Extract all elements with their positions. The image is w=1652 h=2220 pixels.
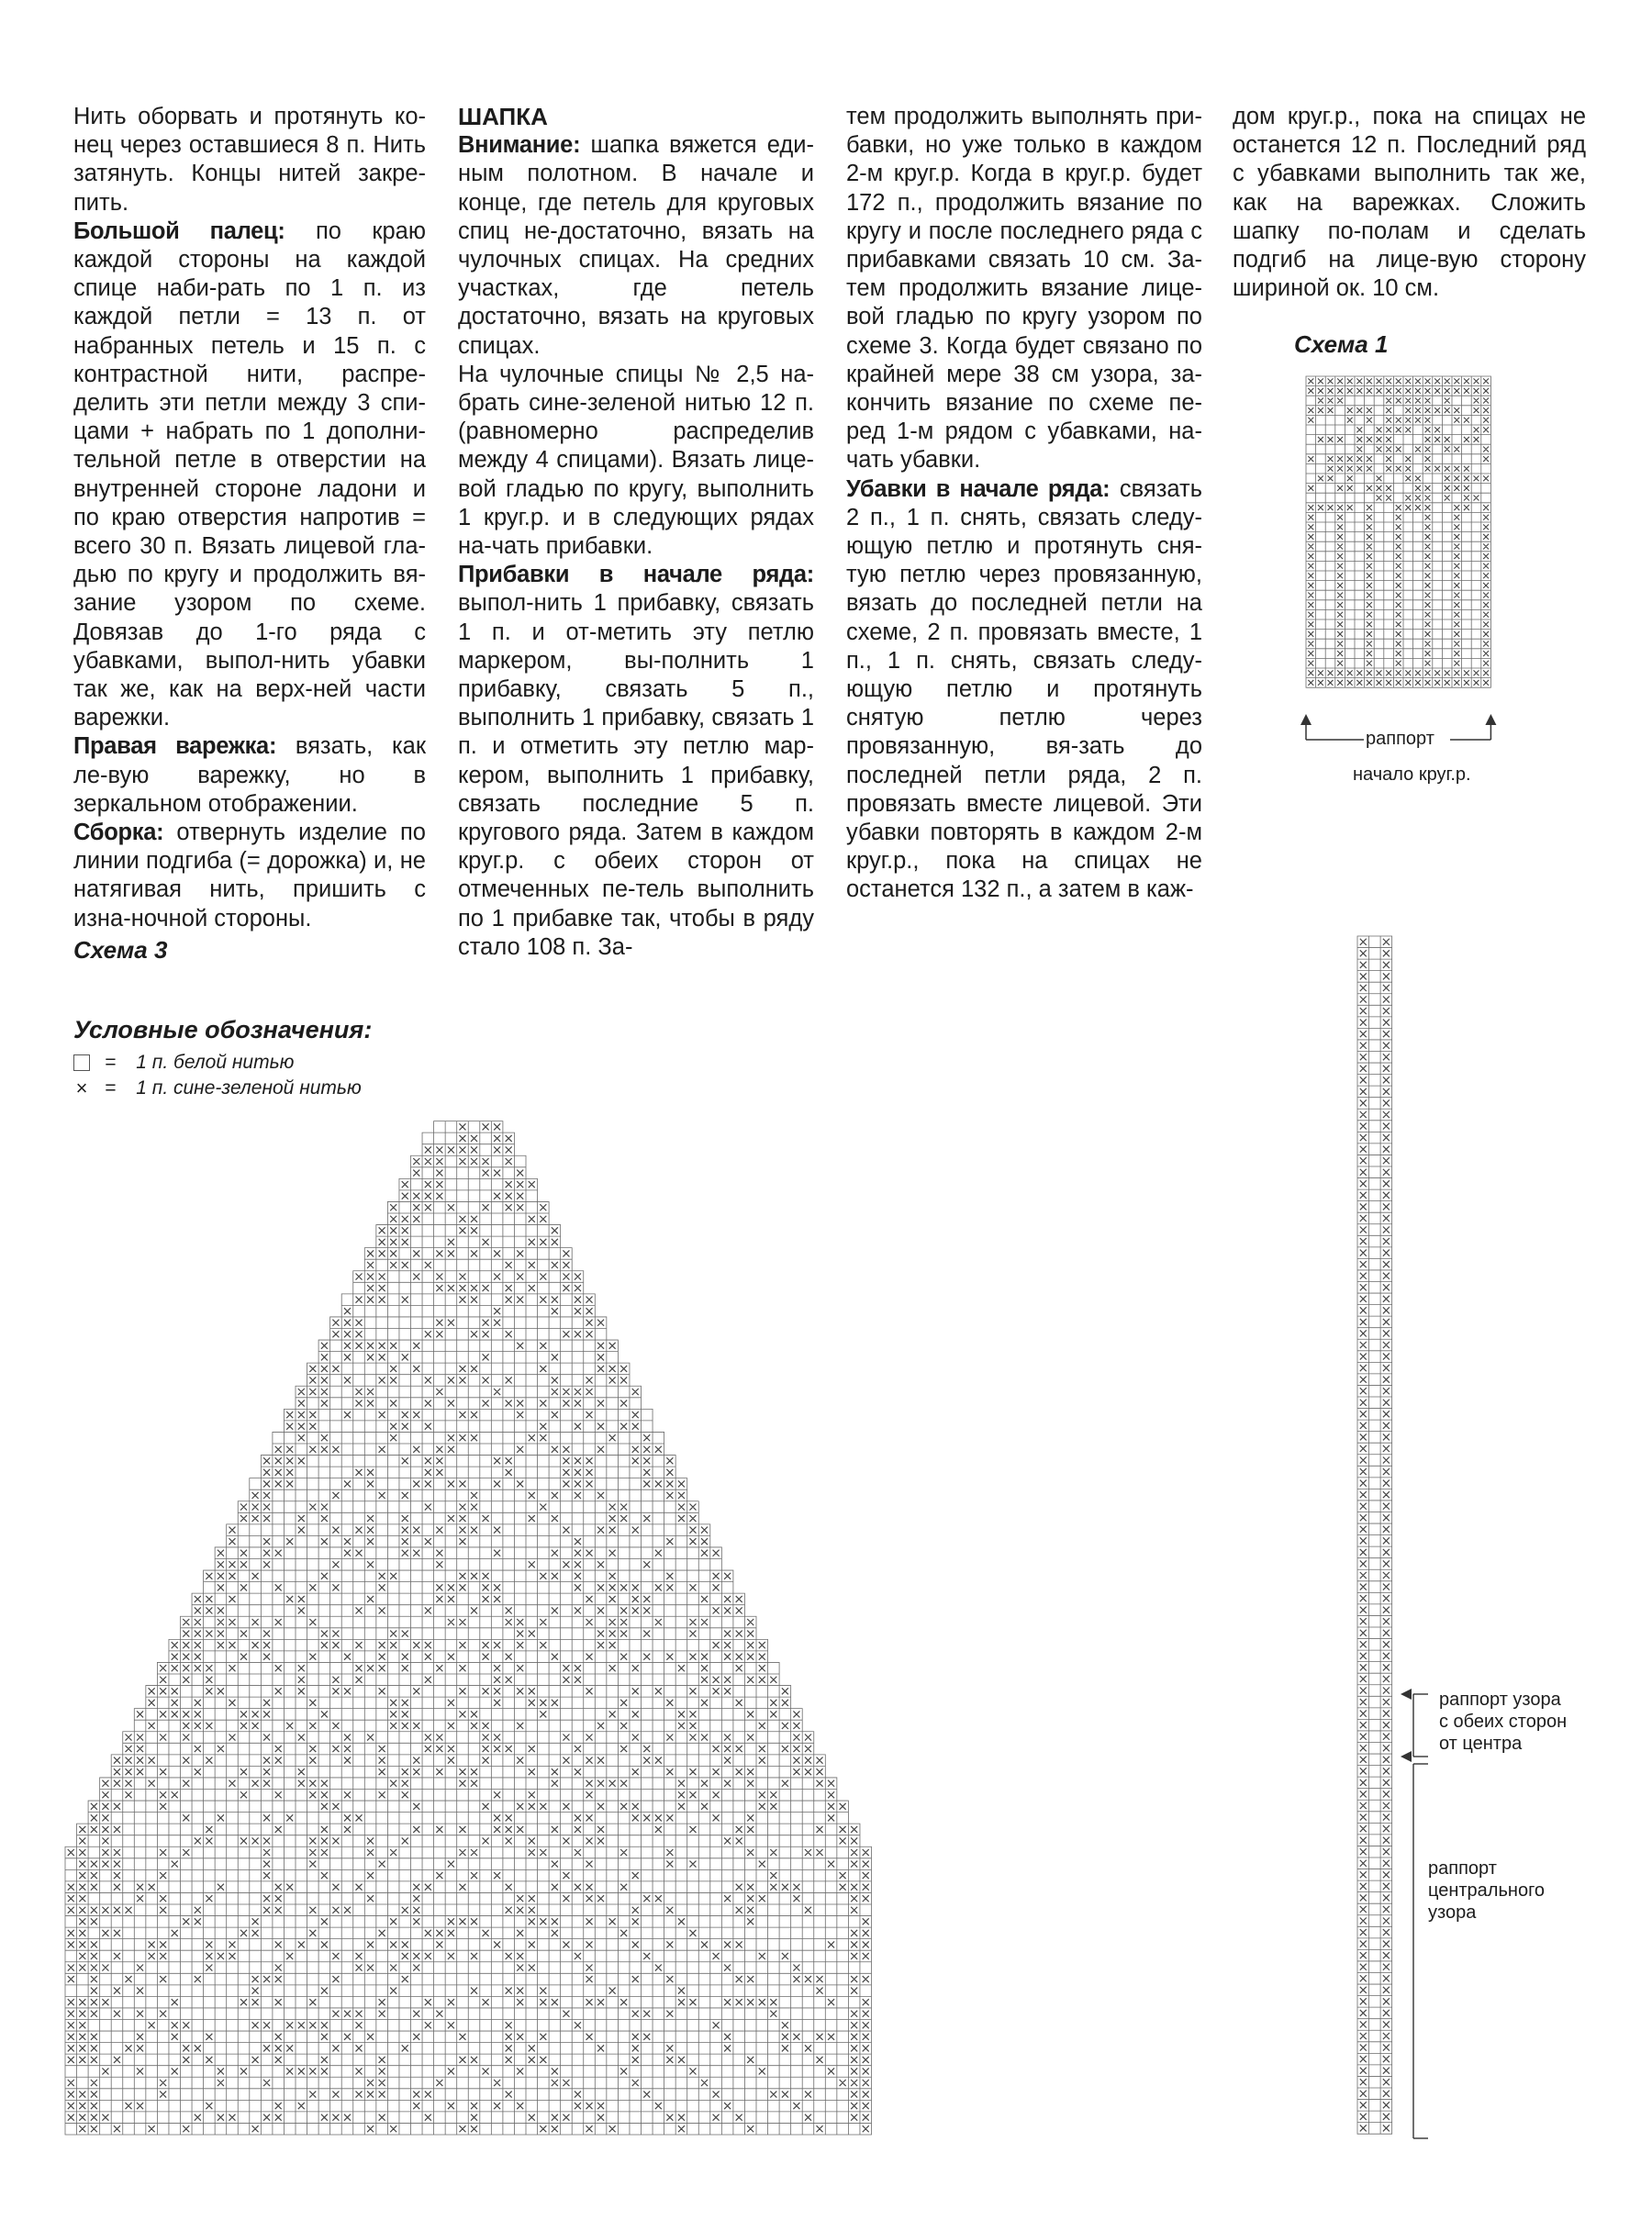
section-label: Правая варежка: (73, 733, 277, 760)
scheme-1-title: Схема 1 (1294, 330, 1389, 358)
paragraph: Большой палец: по краю каждой стороны на каждой спице наби-рать по 1 п. из каждой петли = 13 п. от набранных петель и 15 п. с контрастной нити, распре-делить эти петли между 3 спи-цами + набрать по 1 дополни-тельной петле в отверстии на внутренней стороне ладони и по краю отверстия напротив = всего 30 п. Вязать лицевой гла-дью по кругу и продолжить вя-зание узором по схеме. Довязав до 1-го ряда с убавками, выпол-нить убавки так же, как на верх-ней части варежки. (73, 218, 426, 731)
arrow-left-icon (1401, 1751, 1412, 1762)
scheme-1-start-label: начало круг.р. (1353, 764, 1471, 785)
scheme-1-rapport-label: раппорт (1366, 729, 1434, 749)
paragraph: Нить оборвать и протянуть ко-нец через оставшиеся 8 п. Нить затянуть. Концы нитей закре-пить. (73, 104, 426, 216)
center-rapport-label: раппорт центрального узора (1428, 1858, 1546, 1923)
scheme-1-grid (1300, 376, 1496, 740)
legend-item-bluegreen: × = 1 п. сине-зеленой нитью (73, 1077, 362, 1099)
section-label: Убавки в начале ряда: (846, 475, 1111, 502)
section-label: Внимание: (458, 132, 581, 159)
section-heading: ШАПКА (458, 103, 548, 130)
legend-title: Условные обозначения: (73, 1016, 373, 1043)
paragraph: Правая варежка: вязать, как ле-вую варежку, но в зеркальном отображении. (73, 733, 427, 817)
section-label: Большой палец: (73, 218, 285, 244)
paragraph: тем продолжить выполнять при-бавки, но уже только в каждом 2-м круг.р. Когда в круг.р. будет 172 п., продолжить вязание по кругу и после последнего ряда с прибавками связать 10 см. За-тем продолжить вязание лице-вой гладью по кругу узором по схеме 3. Когда будет связано по крайней мере 38 см узора, за-кончить вязание по схеме пе-ред 1-м рядом с убавками, на-чать убавки. (846, 104, 1202, 474)
paragraph: Прибавки в начале ряда: выпол-нить 1 прибавку, связать 1 п. и от-метить эту петлю маркером, вы-полнить 1 прибавку, связать 5 п., выполнить 1 прибавку, связать 1 п. и отметить эту петлю мар-кером, выполнить 1 прибавку, связать последние 5 п. кругового ряда. Затем в каждом круг.р. с обеих сторон от отмеченных пе-тель выполнить по 1 прибавке так, чтобы в ряду стало 108 п. За- (458, 562, 814, 960)
arrow-up-icon (1485, 714, 1496, 725)
paragraph: Убавки в начале ряда: связать 2 п., 1 п. снять, связать следу-ющую петлю и протянуть сня-тую петлю через провязанную, вязать до последней петли на схеме, 2 п. провязать вместе, 1 п., 1 п. снять, связать следу-ющую петлю и протянуть снятую петлю через провязанную, вя-зать до последней петли ряда, 2 п. провязать вместе лицевой. Эти убавки повторять в каждом 2-м круг.р., пока на спицах не останется 132 п., а затем в каж- (846, 475, 1202, 903)
cross-stitch-icon: × (75, 1077, 88, 1099)
side-rapport-label: раппорт узора с обеих сторон от центра (1439, 1690, 1568, 1754)
scheme-3-grid (65, 1121, 872, 2135)
arrow-left-icon (1401, 1689, 1412, 1700)
paragraph: Сборка: отвернуть изделие по линии подгиба (= дорожка) и, не натягивая нить, пришить с изна-ночной стороны. (73, 820, 426, 932)
paragraph: На чулочные спицы № 2,5 на-брать сине-зеленой нитью 12 п. (равномерно распределив между 4 спицами). Вязать лице-вой гладью по кругу, выполнить 1 круг.р. и в следующих рядах на-чать прибавки. (458, 361, 814, 560)
paragraph: Внимание: шапка вяжется еди-ным полотном. В начале и конце, где петель для круговых спиц не-достаточно, вязать на чулочных спицах. На средних участках, где петель достаточно, вязать на круговых спицах. (458, 132, 814, 359)
scheme-3-title: Схема 3 (73, 936, 168, 964)
section-label: Сборка: (73, 820, 164, 846)
section-label: Прибавки в начале ряда: (458, 562, 814, 588)
scheme-3-cells (65, 1121, 872, 2135)
scheme-3-side-strip (1357, 936, 1392, 2134)
scheme-3-rapport-markers (1401, 1689, 1428, 2138)
legend-item-white: = 1 п. белой нитью (73, 1052, 294, 1074)
paragraph: дом круг.р., пока на спицах не останется 12 п. Последний ряд с убавками выполнить так же, как на варежках. Сложить шапку по-полам и сделать подгиб на лице-вую сторону шириной ок. 10 см. (1233, 104, 1586, 302)
arrow-up-icon (1300, 714, 1312, 725)
